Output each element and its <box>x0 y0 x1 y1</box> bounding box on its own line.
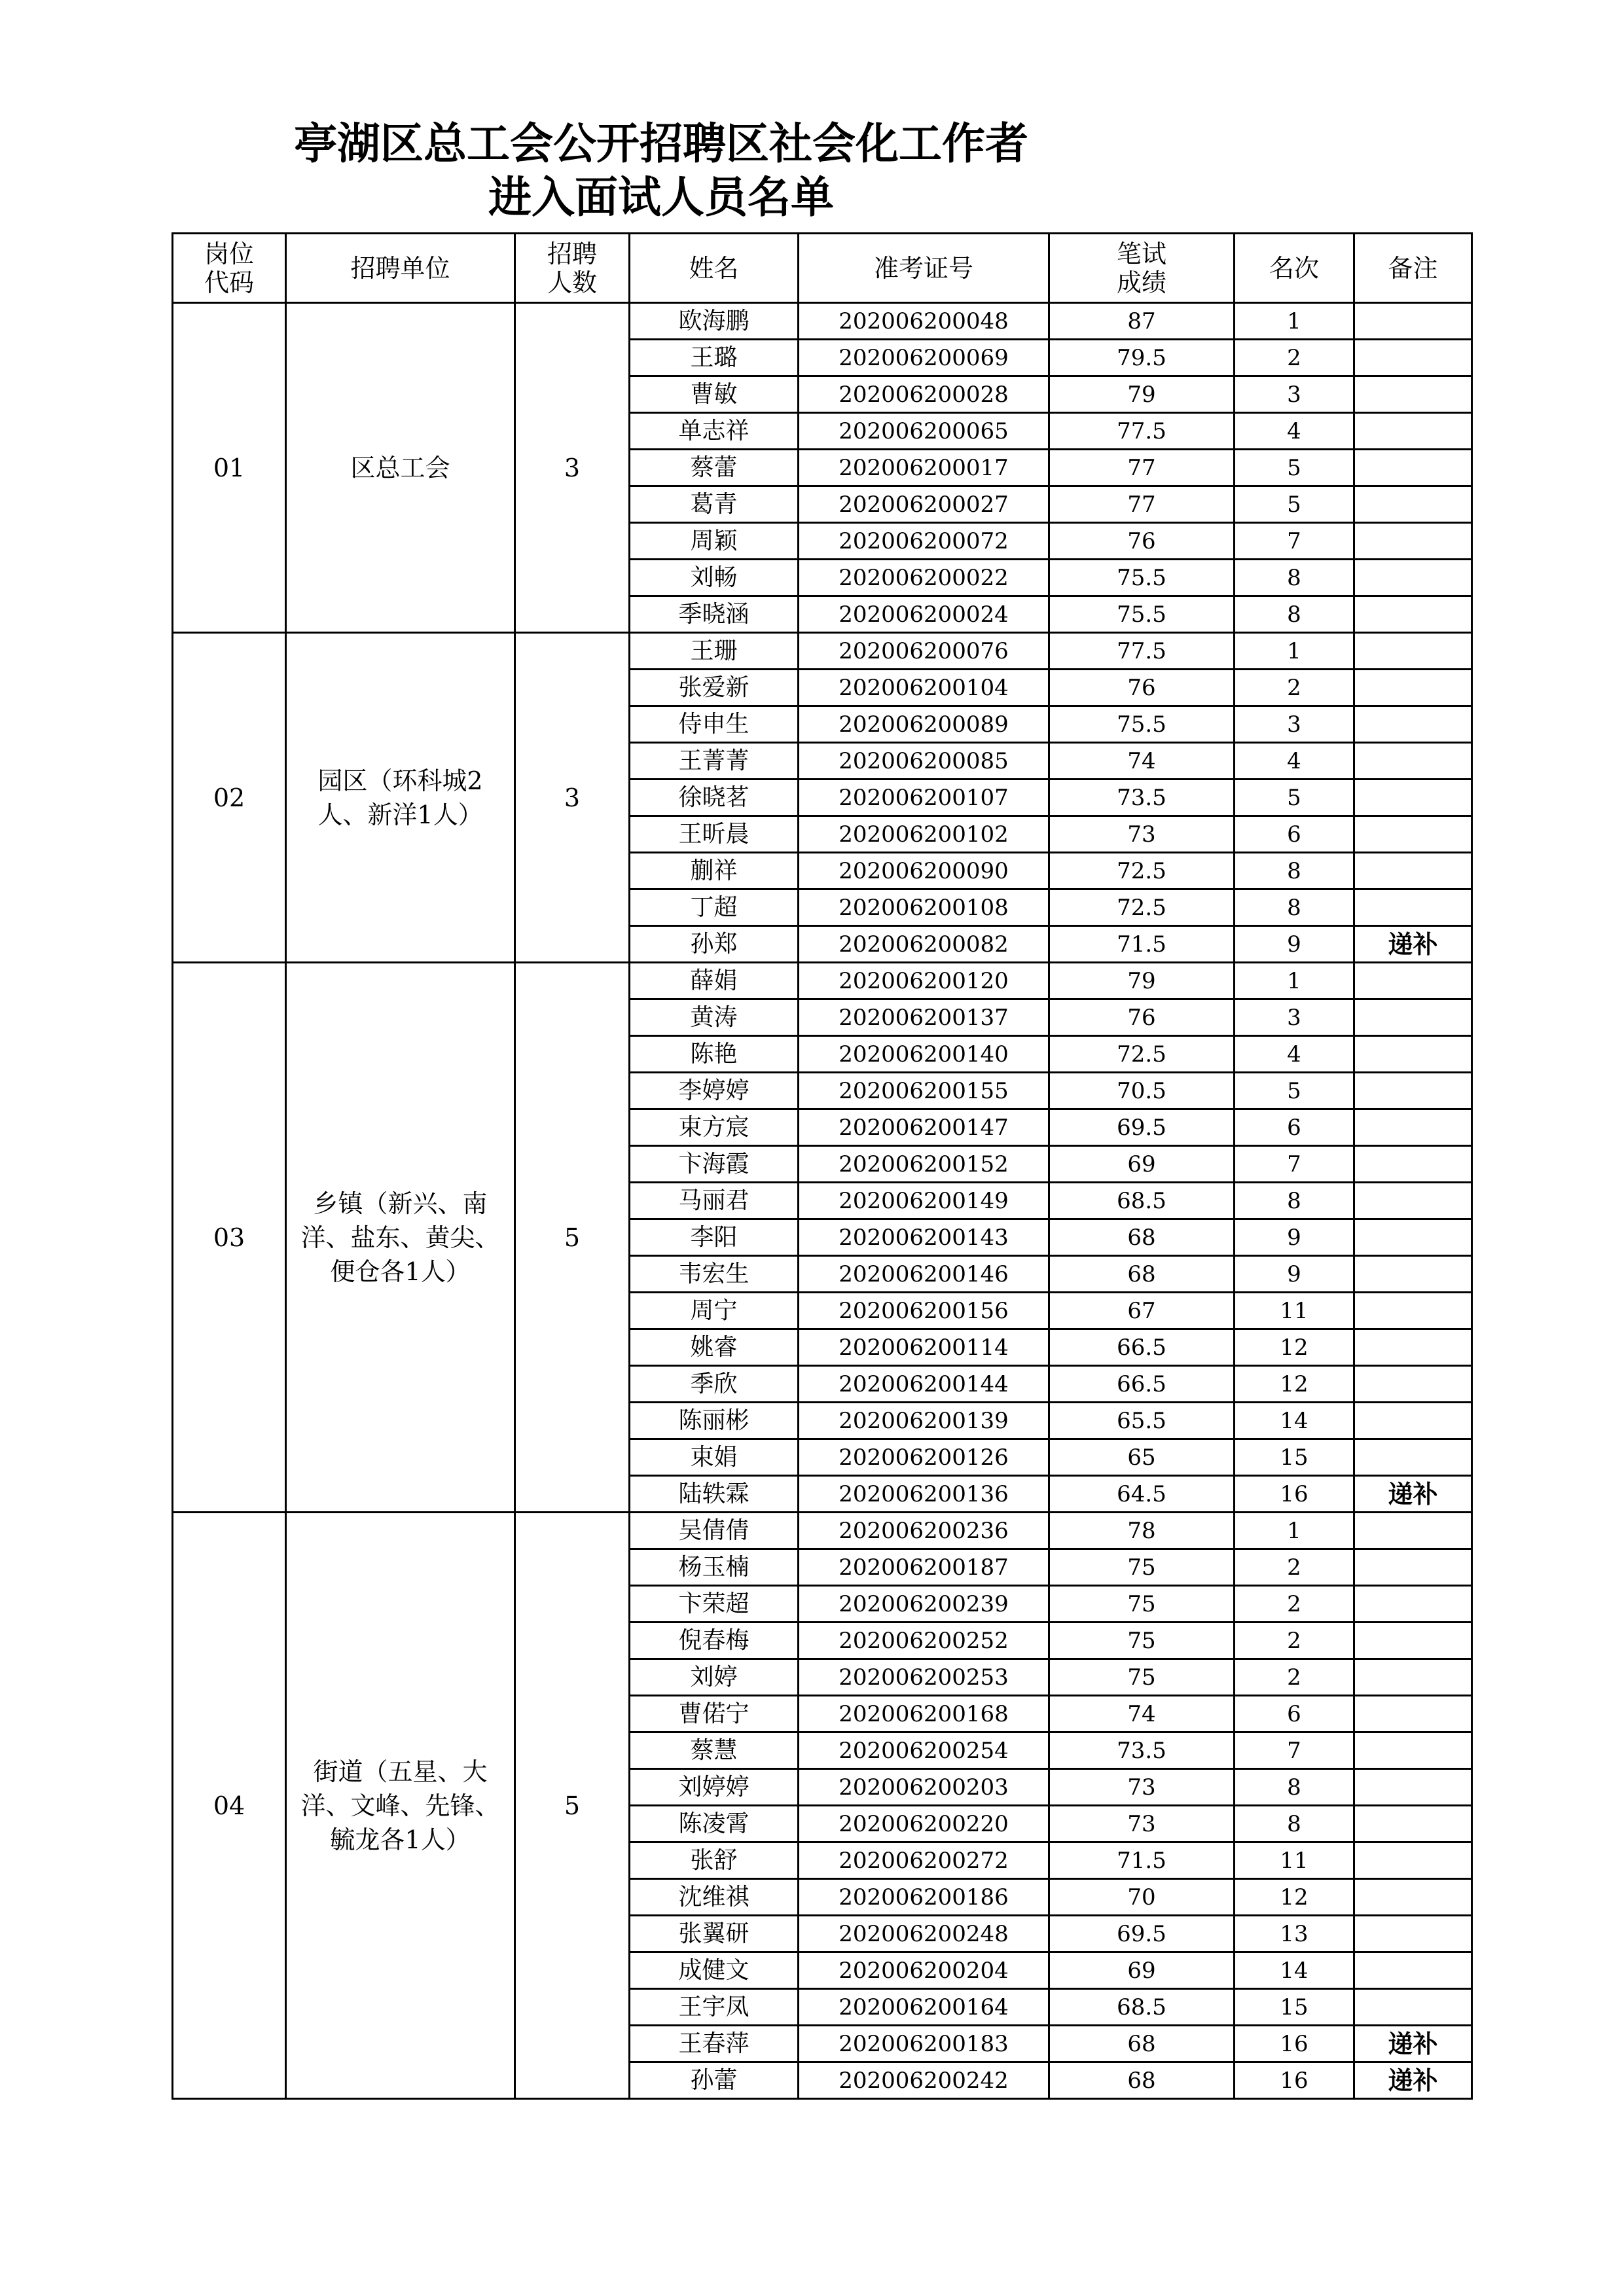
written-score-cell: 68.5 <box>1049 1989 1235 2026</box>
written-score-cell: 72.5 <box>1049 1036 1235 1073</box>
remark-cell: 递补 <box>1354 926 1472 963</box>
rank-cell: 7 <box>1235 523 1354 560</box>
exam-number-cell: 202006200107 <box>799 780 1049 816</box>
rank-cell: 1 <box>1235 633 1354 670</box>
written-score-cell: 68 <box>1049 2062 1235 2099</box>
written-score-cell: 75 <box>1049 1659 1235 1696</box>
rank-cell: 15 <box>1235 1439 1354 1476</box>
remark-cell <box>1354 1659 1472 1696</box>
candidate-name-cell: 刘婷婷 <box>630 1769 799 1806</box>
candidate-name-cell: 丁超 <box>630 889 799 926</box>
rank-cell: 8 <box>1235 1806 1354 1842</box>
candidate-name-cell: 季晓涵 <box>630 596 799 633</box>
position-code-cell: 03 <box>173 963 286 1513</box>
candidate-name-cell: 张舒 <box>630 1842 799 1879</box>
table-row <box>173 303 1472 340</box>
exam-number-cell: 202006200114 <box>799 1329 1049 1366</box>
exam-number-cell: 202006200017 <box>799 450 1049 486</box>
rank-cell: 16 <box>1235 1476 1354 1513</box>
remark-cell <box>1354 340 1472 376</box>
remark-cell: 递补 <box>1354 2062 1472 2099</box>
exam-number-cell: 202006200242 <box>799 2062 1049 2099</box>
remark-cell <box>1354 376 1472 413</box>
candidate-name-cell: 张翼研 <box>630 1916 799 1952</box>
rank-cell: 7 <box>1235 1146 1354 1183</box>
rank-cell: 12 <box>1235 1366 1354 1403</box>
remark-cell <box>1354 450 1472 486</box>
table-body <box>173 303 1472 2099</box>
rank-cell: 8 <box>1235 889 1354 926</box>
remark-cell: 递补 <box>1354 2026 1472 2062</box>
candidate-name-cell: 陈丽彬 <box>630 1403 799 1439</box>
remark-cell <box>1354 1842 1472 1879</box>
written-score-cell: 75.5 <box>1049 560 1235 596</box>
exam-number-cell: 202006200090 <box>799 853 1049 889</box>
header-name: 姓名 <box>630 234 799 303</box>
table-header-row <box>173 234 1472 303</box>
candidate-name-cell: 倪春梅 <box>630 1623 799 1659</box>
written-score-cell: 69.5 <box>1049 1916 1235 1952</box>
candidate-name-cell: 沈维祺 <box>630 1879 799 1916</box>
candidate-name-cell: 成健文 <box>630 1952 799 1989</box>
rank-cell: 15 <box>1235 1989 1354 2026</box>
candidate-name-cell: 王昕晨 <box>630 816 799 853</box>
written-score-cell: 66.5 <box>1049 1366 1235 1403</box>
exam-number-cell: 202006200022 <box>799 560 1049 596</box>
exam-number-cell: 202006200144 <box>799 1366 1049 1403</box>
candidate-name-cell: 葛青 <box>630 486 799 523</box>
rank-cell: 12 <box>1235 1879 1354 1916</box>
rank-cell: 2 <box>1235 1623 1354 1659</box>
remark-cell <box>1354 889 1472 926</box>
rank-cell: 3 <box>1235 376 1354 413</box>
remark-cell <box>1354 633 1472 670</box>
written-score-cell: 68 <box>1049 2026 1235 2062</box>
written-score-cell: 78 <box>1049 1513 1235 1549</box>
written-score-cell: 77 <box>1049 486 1235 523</box>
recruiting-unit-cell: 区总工会 <box>286 303 515 633</box>
remark-cell <box>1354 1219 1472 1256</box>
candidate-name-cell: 陈艳 <box>630 1036 799 1073</box>
candidate-name-cell: 季欣 <box>630 1366 799 1403</box>
rank-cell: 8 <box>1235 596 1354 633</box>
written-score-cell: 79.5 <box>1049 340 1235 376</box>
rank-cell: 5 <box>1235 780 1354 816</box>
written-score-cell: 87 <box>1049 303 1235 340</box>
remark-cell <box>1354 1256 1472 1293</box>
rank-cell: 6 <box>1235 1696 1354 1732</box>
written-score-cell: 73.5 <box>1049 780 1235 816</box>
candidate-name-cell: 杨玉楠 <box>630 1549 799 1586</box>
remark-cell <box>1354 1439 1472 1476</box>
written-score-cell: 71.5 <box>1049 926 1235 963</box>
candidate-name-cell: 刘婷 <box>630 1659 799 1696</box>
exam-number-cell: 202006200102 <box>799 816 1049 853</box>
rank-cell: 5 <box>1235 486 1354 523</box>
exam-number-cell: 202006200252 <box>799 1623 1049 1659</box>
exam-number-cell: 202006200120 <box>799 963 1049 999</box>
candidate-name-cell: 周宁 <box>630 1293 799 1329</box>
remark-cell <box>1354 1806 1472 1842</box>
rank-cell: 16 <box>1235 2026 1354 2062</box>
rank-cell: 16 <box>1235 2062 1354 2099</box>
remark-cell <box>1354 1879 1472 1916</box>
written-score-cell: 75 <box>1049 1549 1235 1586</box>
remark-cell <box>1354 999 1472 1036</box>
remark-cell <box>1354 560 1472 596</box>
recruit-count-cell: 5 <box>515 963 630 1513</box>
exam-number-cell: 202006200143 <box>799 1219 1049 1256</box>
written-score-cell: 76 <box>1049 523 1235 560</box>
written-score-cell: 79 <box>1049 963 1235 999</box>
exam-number-cell: 202006200136 <box>799 1476 1049 1513</box>
rank-cell: 2 <box>1235 1659 1354 1696</box>
header-rank: 名次 <box>1235 234 1354 303</box>
candidate-name-cell: 王宇凤 <box>630 1989 799 2026</box>
remark-cell <box>1354 1073 1472 1109</box>
exam-number-cell: 202006200108 <box>799 889 1049 926</box>
remark-cell <box>1354 413 1472 450</box>
exam-number-cell: 202006200028 <box>799 376 1049 413</box>
exam-number-cell: 202006200048 <box>799 303 1049 340</box>
remark-cell <box>1354 743 1472 780</box>
table-row <box>173 963 1472 999</box>
candidate-name-cell: 曹偌宁 <box>630 1696 799 1732</box>
exam-number-cell: 202006200069 <box>799 340 1049 376</box>
rank-cell: 2 <box>1235 340 1354 376</box>
remark-cell <box>1354 1623 1472 1659</box>
candidate-name-cell: 束方宸 <box>630 1109 799 1146</box>
written-score-cell: 77.5 <box>1049 633 1235 670</box>
candidate-name-cell: 王春萍 <box>630 2026 799 2062</box>
candidate-name-cell: 李阳 <box>630 1219 799 1256</box>
exam-number-cell: 202006200187 <box>799 1549 1049 1586</box>
recruit-count-cell: 5 <box>515 1513 630 2099</box>
remark-cell <box>1354 1366 1472 1403</box>
exam-number-cell: 202006200137 <box>799 999 1049 1036</box>
candidate-name-cell: 陈凌霄 <box>630 1806 799 1842</box>
candidate-name-cell: 陆轶霖 <box>630 1476 799 1513</box>
remark-cell: 递补 <box>1354 1476 1472 1513</box>
written-score-cell: 66.5 <box>1049 1329 1235 1366</box>
written-score-cell: 79 <box>1049 376 1235 413</box>
interview-roster-table <box>171 232 1473 2100</box>
rank-cell: 3 <box>1235 706 1354 743</box>
rank-cell: 1 <box>1235 963 1354 999</box>
candidate-name-cell: 孙郑 <box>630 926 799 963</box>
remark-cell <box>1354 486 1472 523</box>
remark-cell <box>1354 303 1472 340</box>
remark-cell <box>1354 853 1472 889</box>
written-score-cell: 74 <box>1049 743 1235 780</box>
exam-number-cell: 202006200027 <box>799 486 1049 523</box>
rank-cell: 8 <box>1235 853 1354 889</box>
exam-number-cell: 202006200082 <box>799 926 1049 963</box>
exam-number-cell: 202006200140 <box>799 1036 1049 1073</box>
recruit-count-cell: 3 <box>515 633 630 963</box>
candidate-name-cell: 王菁菁 <box>630 743 799 780</box>
exam-number-cell: 202006200024 <box>799 596 1049 633</box>
exam-number-cell: 202006200139 <box>799 1403 1049 1439</box>
written-score-cell: 69 <box>1049 1952 1235 1989</box>
remark-cell <box>1354 816 1472 853</box>
remark-cell <box>1354 963 1472 999</box>
remark-cell <box>1354 1549 1472 1586</box>
remark-cell <box>1354 1183 1472 1219</box>
written-score-cell: 65.5 <box>1049 1403 1235 1439</box>
candidate-name-cell: 周颖 <box>630 523 799 560</box>
written-score-cell: 73 <box>1049 1769 1235 1806</box>
rank-cell: 5 <box>1235 1073 1354 1109</box>
exam-number-cell: 202006200146 <box>799 1256 1049 1293</box>
candidate-name-cell: 卞海霞 <box>630 1146 799 1183</box>
candidate-name-cell: 王璐 <box>630 340 799 376</box>
candidate-name-cell: 蔡慧 <box>630 1732 799 1769</box>
candidate-name-cell: 卞荣超 <box>630 1586 799 1623</box>
header-recruiting-unit: 招聘单位 <box>286 234 515 303</box>
exam-number-cell: 202006200164 <box>799 1989 1049 2026</box>
exam-number-cell: 202006200126 <box>799 1439 1049 1476</box>
remark-cell <box>1354 1513 1472 1549</box>
exam-number-cell: 202006200076 <box>799 633 1049 670</box>
written-score-cell: 70 <box>1049 1879 1235 1916</box>
candidate-name-cell: 李婷婷 <box>630 1073 799 1109</box>
header-recruit-count: 招聘人数 <box>515 234 630 303</box>
rank-cell: 6 <box>1235 816 1354 853</box>
candidate-name-cell: 孙蕾 <box>630 2062 799 2099</box>
candidate-name-cell: 薛娟 <box>630 963 799 999</box>
recruiting-unit-cell: 乡镇（新兴、南洋、盐东、黄尖、便仓各1人） <box>286 963 515 1513</box>
rank-cell: 1 <box>1235 1513 1354 1549</box>
written-score-cell: 64.5 <box>1049 1476 1235 1513</box>
exam-number-cell: 202006200168 <box>799 1696 1049 1732</box>
candidate-name-cell: 刘畅 <box>630 560 799 596</box>
header-position-code: 岗位代码 <box>173 234 286 303</box>
remark-cell <box>1354 1146 1472 1183</box>
document-title: 亭湖区总工会公开招聘区社会化工作者 <box>294 118 1028 169</box>
table-row <box>173 1513 1472 1549</box>
candidate-name-cell: 马丽君 <box>630 1183 799 1219</box>
rank-cell: 2 <box>1235 670 1354 706</box>
exam-number-cell: 202006200272 <box>799 1842 1049 1879</box>
written-score-cell: 68.5 <box>1049 1183 1235 1219</box>
rank-cell: 1 <box>1235 303 1354 340</box>
written-score-cell: 69.5 <box>1049 1109 1235 1146</box>
exam-number-cell: 202006200072 <box>799 523 1049 560</box>
exam-number-cell: 202006200155 <box>799 1073 1049 1109</box>
candidate-name-cell: 徐晓茗 <box>630 780 799 816</box>
header-exam-number: 准考证号 <box>799 234 1049 303</box>
position-code-cell: 01 <box>173 303 286 633</box>
header-remark: 备注 <box>1354 234 1472 303</box>
remark-cell <box>1354 1732 1472 1769</box>
written-score-cell: 71.5 <box>1049 1842 1235 1879</box>
written-score-cell: 73 <box>1049 1806 1235 1842</box>
written-score-cell: 77.5 <box>1049 413 1235 450</box>
written-score-cell: 75.5 <box>1049 706 1235 743</box>
rank-cell: 4 <box>1235 743 1354 780</box>
written-score-cell: 68 <box>1049 1256 1235 1293</box>
remark-cell <box>1354 1586 1472 1623</box>
exam-number-cell: 202006200147 <box>799 1109 1049 1146</box>
position-code-cell: 04 <box>173 1513 286 2099</box>
exam-number-cell: 202006200104 <box>799 670 1049 706</box>
candidate-name-cell: 张爱新 <box>630 670 799 706</box>
rank-cell: 2 <box>1235 1586 1354 1623</box>
recruit-count-cell: 3 <box>515 303 630 633</box>
candidate-name-cell: 曹敏 <box>630 376 799 413</box>
remark-cell <box>1354 1109 1472 1146</box>
table-row <box>173 633 1472 670</box>
candidate-name-cell: 姚睿 <box>630 1329 799 1366</box>
exam-number-cell: 202006200203 <box>799 1769 1049 1806</box>
exam-number-cell: 202006200156 <box>799 1293 1049 1329</box>
candidate-name-cell: 束娟 <box>630 1439 799 1476</box>
exam-number-cell: 202006200149 <box>799 1183 1049 1219</box>
candidate-name-cell: 蒯祥 <box>630 853 799 889</box>
exam-number-cell: 202006200152 <box>799 1146 1049 1183</box>
rank-cell: 2 <box>1235 1549 1354 1586</box>
written-score-cell: 67 <box>1049 1293 1235 1329</box>
rank-cell: 11 <box>1235 1293 1354 1329</box>
remark-cell <box>1354 1696 1472 1732</box>
candidate-name-cell: 吴倩倩 <box>630 1513 799 1549</box>
exam-number-cell: 202006200089 <box>799 706 1049 743</box>
written-score-cell: 75 <box>1049 1623 1235 1659</box>
written-score-cell: 76 <box>1049 670 1235 706</box>
rank-cell: 12 <box>1235 1329 1354 1366</box>
exam-number-cell: 202006200220 <box>799 1806 1049 1842</box>
remark-cell <box>1354 523 1472 560</box>
written-score-cell: 75 <box>1049 1586 1235 1623</box>
written-score-cell: 77 <box>1049 450 1235 486</box>
header-written-score: 笔试成绩 <box>1049 234 1235 303</box>
written-score-cell: 76 <box>1049 999 1235 1036</box>
remark-cell <box>1354 596 1472 633</box>
exam-number-cell: 202006200183 <box>799 2026 1049 2062</box>
exam-number-cell: 202006200236 <box>799 1513 1049 1549</box>
remark-cell <box>1354 780 1472 816</box>
written-score-cell: 68 <box>1049 1219 1235 1256</box>
rank-cell: 6 <box>1235 1109 1354 1146</box>
rank-cell: 13 <box>1235 1916 1354 1952</box>
rank-cell: 4 <box>1235 1036 1354 1073</box>
remark-cell <box>1354 706 1472 743</box>
recruiting-unit-cell: 园区（环科城2人、新洋1人） <box>286 633 515 963</box>
remark-cell <box>1354 1403 1472 1439</box>
rank-cell: 3 <box>1235 999 1354 1036</box>
exam-number-cell: 202006200186 <box>799 1879 1049 1916</box>
exam-number-cell: 202006200239 <box>799 1586 1049 1623</box>
rank-cell: 14 <box>1235 1403 1354 1439</box>
rank-cell: 14 <box>1235 1952 1354 1989</box>
rank-cell: 9 <box>1235 1219 1354 1256</box>
candidate-name-cell: 韦宏生 <box>630 1256 799 1293</box>
written-score-cell: 72.5 <box>1049 853 1235 889</box>
candidate-name-cell: 侍申生 <box>630 706 799 743</box>
remark-cell <box>1354 1036 1472 1073</box>
remark-cell <box>1354 1916 1472 1952</box>
written-score-cell: 65 <box>1049 1439 1235 1476</box>
exam-number-cell: 202006200085 <box>799 743 1049 780</box>
rank-cell: 9 <box>1235 1256 1354 1293</box>
candidate-name-cell: 单志祥 <box>630 413 799 450</box>
candidate-name-cell: 王珊 <box>630 633 799 670</box>
candidate-name-cell: 蔡蕾 <box>630 450 799 486</box>
exam-number-cell: 202006200248 <box>799 1916 1049 1952</box>
exam-number-cell: 202006200253 <box>799 1659 1049 1696</box>
rank-cell: 11 <box>1235 1842 1354 1879</box>
remark-cell <box>1354 1329 1472 1366</box>
rank-cell: 8 <box>1235 560 1354 596</box>
exam-number-cell: 202006200254 <box>799 1732 1049 1769</box>
rank-cell: 4 <box>1235 413 1354 450</box>
remark-cell <box>1354 670 1472 706</box>
written-score-cell: 75.5 <box>1049 596 1235 633</box>
remark-cell <box>1354 1769 1472 1806</box>
written-score-cell: 73.5 <box>1049 1732 1235 1769</box>
remark-cell <box>1354 1952 1472 1989</box>
exam-number-cell: 202006200204 <box>799 1952 1049 1989</box>
written-score-cell: 70.5 <box>1049 1073 1235 1109</box>
remark-cell <box>1354 1293 1472 1329</box>
remark-cell <box>1354 1989 1472 2026</box>
rank-cell: 8 <box>1235 1769 1354 1806</box>
candidate-name-cell: 欧海鹏 <box>630 303 799 340</box>
position-code-cell: 02 <box>173 633 286 963</box>
rank-cell: 8 <box>1235 1183 1354 1219</box>
exam-number-cell: 202006200065 <box>799 413 1049 450</box>
written-score-cell: 73 <box>1049 816 1235 853</box>
rank-cell: 9 <box>1235 926 1354 963</box>
document-subtitle: 进入面试人员名单 <box>488 172 834 223</box>
recruiting-unit-cell: 街道（五星、大洋、文峰、先锋、毓龙各1人） <box>286 1513 515 2099</box>
rank-cell: 7 <box>1235 1732 1354 1769</box>
candidate-name-cell: 黄涛 <box>630 999 799 1036</box>
rank-cell: 5 <box>1235 450 1354 486</box>
written-score-cell: 72.5 <box>1049 889 1235 926</box>
written-score-cell: 69 <box>1049 1146 1235 1183</box>
written-score-cell: 74 <box>1049 1696 1235 1732</box>
